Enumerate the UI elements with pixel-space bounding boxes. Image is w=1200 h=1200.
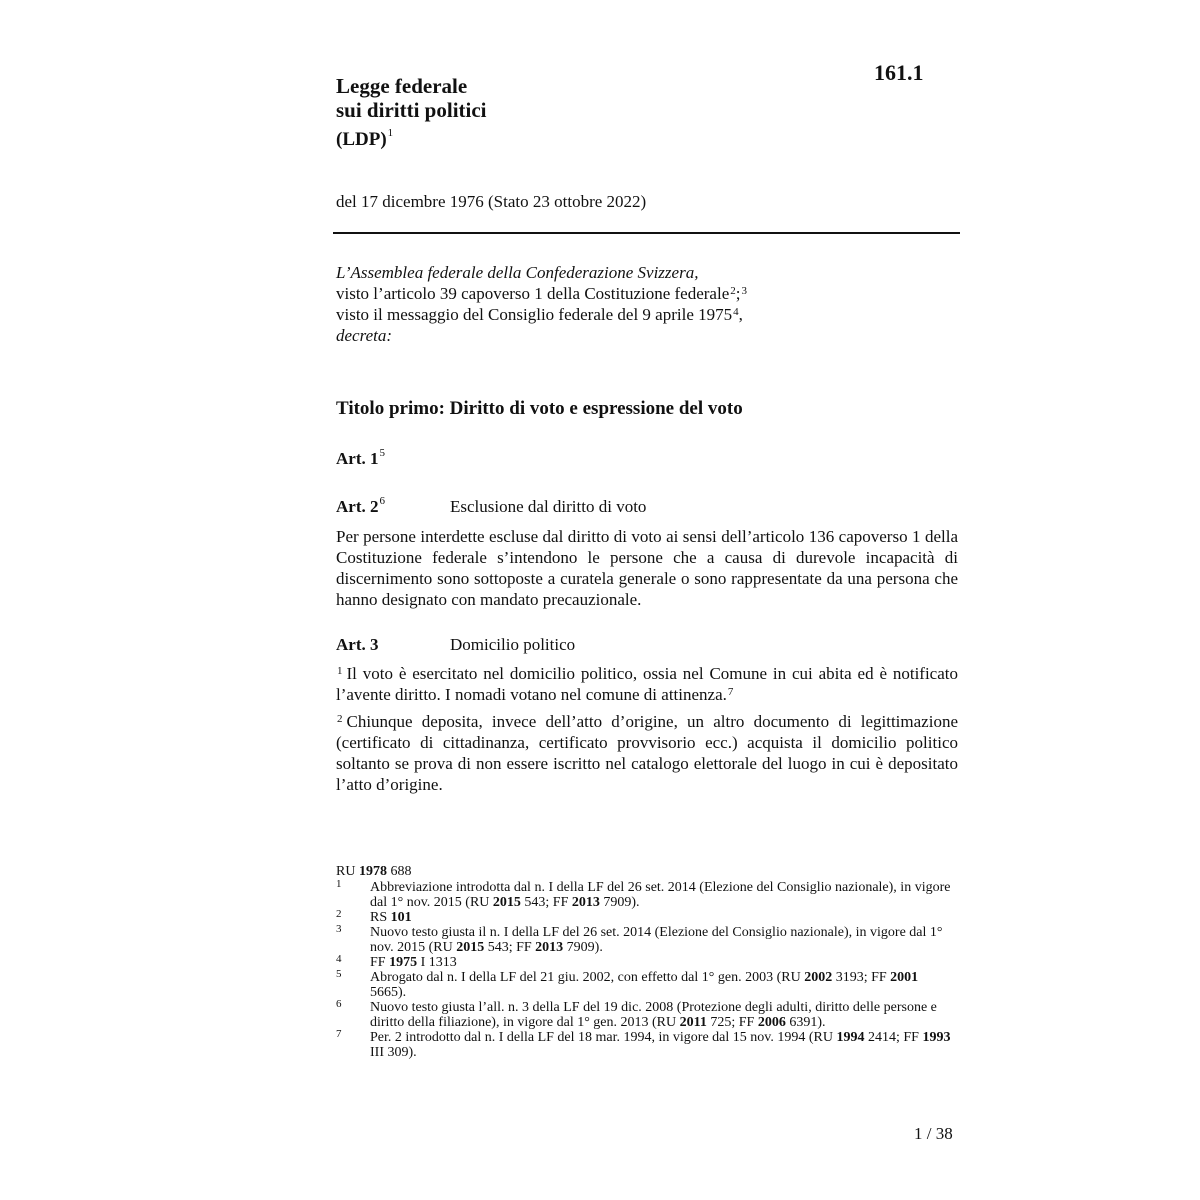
footnote-4-number: 4 <box>336 953 342 965</box>
footnote-4-text-a: FF <box>370 955 390 970</box>
footnote-7-text-b: 1994 <box>836 1030 865 1045</box>
footnote-7-text-e: III 309). <box>370 1045 417 1060</box>
article-3-number: Art. 3 <box>336 635 379 654</box>
footnote-6-number: 6 <box>336 998 342 1010</box>
footnote-7-number: 7 <box>336 1028 342 1040</box>
article-2-number: Art. 2 <box>336 497 379 516</box>
footnote-6-text-a: Nuovo testo giusta l’all. n. 3 della LF del 19 dic. 2008 (Protezione degli adulti, diritto delle persone e diritto della filiazione), in vigore dal 1° gen. 2013 (RU <box>370 1000 937 1030</box>
footnote-ru <box>336 864 956 879</box>
law-abbreviation <box>336 129 393 151</box>
footnote-3-text-c: 543; FF <box>484 940 536 955</box>
footnote-4-text-b: 1975 <box>389 955 418 970</box>
article-3-header <box>336 635 575 655</box>
footnote-2 <box>336 910 956 925</box>
footnote-ru-page: 688 <box>386 864 412 879</box>
footnote-ref-4[interactable]: 4 <box>733 306 739 318</box>
footnote-4-text-c: I 1313 <box>417 955 457 970</box>
preamble-message-text: visto il messaggio del Consiglio federale del 9 aprile 1975 <box>336 305 733 324</box>
article-2-text: Per persone interdette escluse dal diritto di voto ai sensi dell’articolo 136 capoverso 1 della Costituzione federale s’intendono le persone che a causa di durevole incapacità di discernimento sono sottoposte a curatela generale o sono rappresentate da una persona che hanno designato con mandato precauzionale. <box>336 527 958 609</box>
footnote-ref-2[interactable]: 2 <box>730 285 736 297</box>
abbr-text: (LDP) <box>336 129 387 150</box>
title-divider <box>333 232 960 234</box>
footnote-ru-prefix: RU <box>336 864 359 879</box>
footnote-1-text-c: 543; FF <box>520 895 572 910</box>
footnote-1-text-e: 7909). <box>599 895 640 910</box>
article-2-title: Esclusione dal diritto di voto <box>450 497 647 516</box>
law-date: del 17 dicembre 1976 (Stato 23 ottobre 2022) <box>336 192 647 211</box>
sr-number: 161.1 <box>874 60 924 85</box>
preamble-message <box>336 304 960 325</box>
article-1 <box>336 449 385 469</box>
paragraph-1-number: 1 <box>337 665 343 677</box>
footnote-5-text-d: 2001 <box>890 970 919 985</box>
footnote-1-text-a: Abbreviazione introdotta dal n. I della LF del 26 set. 2014 (Elezione del Consiglio nazionale), in vigore dal 1° nov. 2015 (RU <box>370 880 951 910</box>
footnote-3-text-b: 2015 <box>456 940 485 955</box>
preamble-assembly: L’Assemblea federale della Confederazione Svizzera, <box>336 263 699 282</box>
footnote-7-text-d: 1993 <box>922 1030 951 1045</box>
footnote-5-text-b: 2002 <box>804 970 833 985</box>
preamble-decree: decreta: <box>336 326 393 345</box>
footnote-6 <box>336 1000 956 1030</box>
footnote-6-text-e: 6391). <box>785 1015 826 1030</box>
footnote-3-text-e: 7909). <box>563 940 603 955</box>
article-3-paragraph-2 <box>336 711 958 795</box>
footnote-2-number: 2 <box>336 908 342 920</box>
footnote-1 <box>336 880 956 910</box>
footnote-3 <box>336 925 956 955</box>
footnote-1-text-b: 2015 <box>492 895 521 910</box>
title-line-1: Legge federale <box>336 74 468 98</box>
preamble-basis-text: visto l’articolo 39 capoverso 1 della Costituzione federale <box>336 284 730 303</box>
article-1-number: Art. 1 <box>336 449 379 468</box>
article-3-paragraph-1 <box>336 663 958 705</box>
section-heading: Titolo primo: Diritto di voto e espressione del voto <box>336 398 743 419</box>
footnote-6-text-c: 725; FF <box>706 1015 758 1030</box>
preamble-basis-sep: ; <box>735 284 741 303</box>
footnote-3-text-d: 2013 <box>535 940 564 955</box>
footnote-7 <box>336 1030 956 1060</box>
article-3-title: Domicilio politico <box>450 635 576 654</box>
footnote-7-text-c: 2414; FF <box>864 1030 923 1045</box>
law-title <box>336 74 487 122</box>
footnote-1-number: 1 <box>336 878 342 890</box>
paragraph-2-number: 2 <box>337 713 343 725</box>
footnote-ref-6[interactable]: 6 <box>379 495 385 507</box>
footnote-5 <box>336 970 956 1000</box>
page-number: 1 / 38 <box>914 1124 953 1143</box>
footnote-5-text-a: Abrogato dal n. I della LF del 21 giu. 2002, con effetto dal 1° gen. 2003 (RU <box>370 970 805 985</box>
footnote-ru-year: 1978 <box>358 864 387 879</box>
footnote-6-text-d: 2006 <box>757 1015 786 1030</box>
footnote-5-number: 5 <box>336 968 342 980</box>
footnotes <box>336 864 956 1060</box>
footnote-2-text-a: RS <box>370 910 391 925</box>
footnote-3-number: 3 <box>336 923 342 935</box>
footnote-4 <box>336 955 956 970</box>
footnote-ref-1[interactable]: 1 <box>387 127 394 139</box>
footnote-5-text-e: 5665). <box>370 985 407 1000</box>
paragraph-1-text: Il voto è esercitato nel domicilio politico, ossia nel Comune in cui abita ed è notificato l’avente diritto. I nomadi votano nel comune di attinenza. <box>336 664 958 704</box>
footnote-5-text-c: 3193; FF <box>832 970 891 985</box>
footnote-ref-5[interactable]: 5 <box>379 447 385 459</box>
preamble <box>336 262 960 346</box>
footnote-ref-7[interactable]: 7 <box>727 686 734 698</box>
title-line-2: sui diritti politici <box>336 98 487 122</box>
footnote-1-text-d: 2013 <box>571 895 600 910</box>
footnote-ref-3[interactable]: 3 <box>741 285 747 297</box>
footnote-7-text-a: Per. 2 introdotto dal n. I della LF del 18 mar. 1994, in vigore dal 15 nov. 1994 (RU <box>370 1030 837 1045</box>
footnote-2-text-b: 101 <box>390 910 412 925</box>
footnote-6-text-b: 2011 <box>679 1015 707 1030</box>
article-2-header <box>336 497 646 517</box>
footnote-3-text-a: Nuovo testo giusta il n. I della LF del 26 set. 2014 (Elezione del Consiglio nazionale), in vigore dal 1° nov. 2015 (RU <box>370 925 943 955</box>
preamble-basis <box>336 283 960 304</box>
preamble-message-end: , <box>738 305 743 324</box>
paragraph-2-text: Chiunque deposita, invece dell’atto d’origine, un altro documento di legittimazione (certificato di cittadinanza, certificato provvisorio ecc.) acquista il domicilio politico soltanto se prova di non essere iscritto nel catalogo elettorale del luogo in cui è depositato l’atto d’origine. <box>336 712 958 794</box>
